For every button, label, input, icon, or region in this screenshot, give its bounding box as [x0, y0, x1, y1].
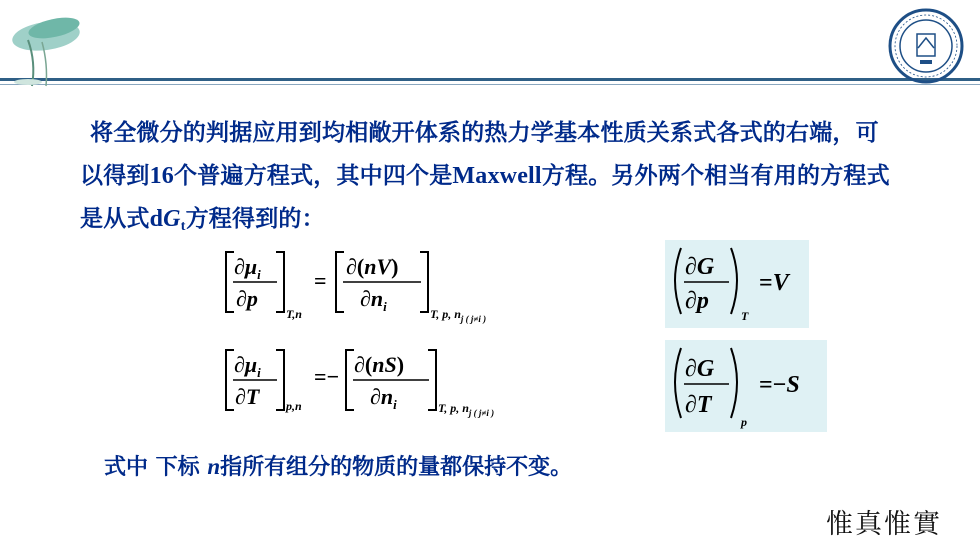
equation-G-T: [665, 340, 827, 432]
svg-text:∂μi: $\partial\mu_i$: [234, 352, 261, 380]
footnote-text: 式中 下标 n指所有组分的物质的量都保持不变。: [104, 454, 573, 480]
svg-text:T: T: [741, 309, 749, 323]
university-seal-icon: [888, 8, 964, 84]
svg-text:∂T: ∂T: [685, 392, 712, 418]
svg-text:∂(nV): ∂(nV): [346, 254, 399, 279]
svg-text:∂G: ∂G: [685, 254, 715, 280]
svg-text:p,n: p,n: [286, 399, 302, 413]
svg-text:=V: =V: [759, 270, 789, 296]
svg-text:∂G: ∂G: [685, 356, 715, 382]
svg-text:∂T: ∂T: [235, 384, 260, 409]
svg-text:p: p: [741, 415, 747, 429]
equation-mu-T: [220, 346, 530, 426]
svg-text:∂(nS): ∂(nS): [354, 352, 405, 377]
body-paragraph: 将全微分的判据应用到均相敞开体系的热力学基本性质关系式各式的右端，可以得到16个普遍方程式，其中四个是Maxwell方程。另外两个相当有用的方程式是从式$dG_t$方程得到的：: [80, 120, 890, 234]
svg-text:∂p: ∂p: [685, 288, 709, 314]
header-rule: [0, 78, 980, 81]
svg-text:T,n: T,n: [286, 307, 302, 321]
svg-text:=−: =−: [314, 364, 340, 389]
svg-text:∂p: ∂p: [236, 286, 258, 311]
header-rule-thin: [0, 84, 980, 85]
svg-text:∂ni: $\partial n_i$: [370, 384, 397, 412]
svg-text:∂ni: $\partial n_i$: [360, 286, 387, 314]
svg-text:T, p, nj ( j≠i ): T, p, $n_{j ( j\ne i )}$: [438, 401, 495, 418]
svg-text:=−S: =−S: [759, 372, 800, 398]
svg-text:=: =: [314, 268, 327, 293]
svg-text:T, p, nj ( j≠i ): T, p, $n_{j ( j\ne i )}$: [430, 307, 487, 324]
equation-G-p: [665, 240, 809, 328]
university-motto: 惟真惟實: [826, 509, 942, 540]
svg-text:∂μi: $\partial\mu_i$: [234, 254, 261, 282]
equation-mu-p: [220, 248, 520, 328]
leaf-logo-icon: [8, 6, 98, 90]
